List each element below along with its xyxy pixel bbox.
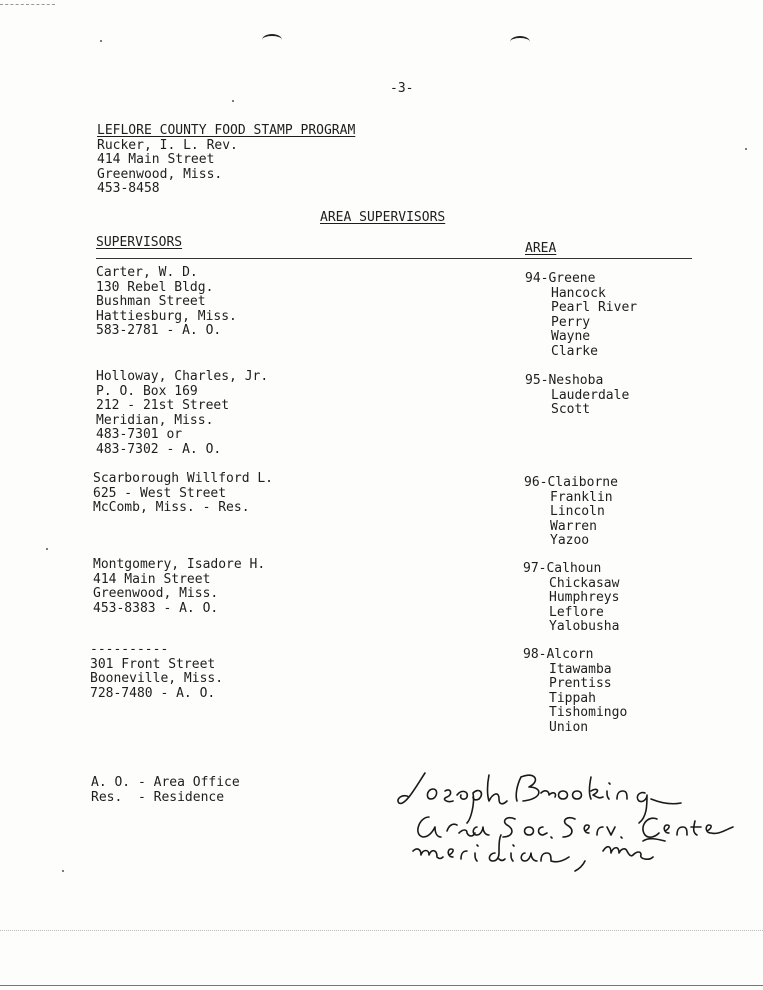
supervisor-line: 728-7480 - A. O. (90, 685, 216, 701)
area-block (524, 476, 618, 549)
county: Tippah (549, 690, 596, 706)
supervisor-line: Holloway, Charles, Jr. (96, 369, 269, 384)
county: Yalobusha (549, 619, 620, 635)
supervisor-line: Meridian, Miss. (96, 412, 214, 428)
county: Lincoln (550, 504, 605, 520)
supervisor-line: ---------- (90, 642, 169, 657)
page-number: -3- (390, 81, 414, 96)
supervisor-line: 414 Main Street (93, 571, 211, 587)
supervisor-entry (93, 558, 265, 616)
supervisor-line: P. O. Box 169 (96, 383, 198, 399)
supervisor-line: Carter, W. D. (96, 265, 198, 280)
area-code: 98-Alcorn (523, 647, 594, 662)
county: Lauderdale (551, 387, 630, 403)
abbreviation-legend (91, 776, 240, 805)
supervisor-line: Greenwood, Miss. (93, 586, 219, 602)
area-code: 95-Neshoba (525, 373, 604, 388)
supervisor-line: 301 Front Street (90, 656, 216, 672)
county: Pearl River (551, 300, 638, 316)
speck (62, 870, 64, 872)
supervisor-line: Montgomery, Isadore H. (93, 557, 266, 572)
county: Wayne (551, 329, 591, 345)
speck (46, 548, 48, 550)
supervisor-entry (93, 472, 273, 516)
program-title: LEFLORE COUNTY FOOD STAMP PROGRAM (97, 123, 356, 138)
heading-line: Rucker, I. L. Rev. (97, 137, 238, 153)
area-block (525, 374, 629, 418)
area-code: 96-Claiborne (524, 475, 618, 490)
county: Union (549, 719, 589, 735)
county: Warren (550, 518, 597, 534)
county: Chickasaw (549, 575, 620, 591)
county: Prentiss (549, 676, 612, 692)
county: Humphreys (549, 590, 620, 606)
county: Leflore (549, 604, 604, 620)
area-supervisors-title: AREA SUPERVISORS (320, 210, 446, 225)
county: Yazoo (550, 533, 590, 549)
county: Clarke (551, 343, 598, 359)
area-column-header: AREA (525, 241, 557, 256)
page-bottom-rule (0, 985, 763, 986)
supervisor-line: Bushman Street (96, 294, 206, 310)
area-block (523, 648, 627, 736)
legend-line: Res. - Residence (91, 789, 225, 805)
supervisor-line: 625 - West Street (93, 485, 227, 501)
supervisor-line: 212 - 21st Street (96, 398, 230, 414)
supervisor-line: 130 Rebel Bldg. (96, 279, 214, 295)
scan-artifact-dots (0, 930, 763, 932)
heading-line: 453-8458 (97, 181, 160, 197)
supervisor-line: 483-7301 or (96, 427, 183, 443)
header-rule (96, 258, 692, 259)
supervisor-line: Hattiesburg, Miss. (96, 308, 237, 324)
heading-line: 414 Main Street (97, 152, 215, 168)
supervisor-entry (96, 266, 237, 339)
punch-hole-mark (262, 34, 282, 46)
area-block (523, 562, 619, 635)
area-code: 97-Calhoun (523, 561, 602, 576)
county: Itawamba (549, 661, 612, 677)
top-dash-mark (0, 4, 55, 5)
supervisor-line: 453-8383 - A. O. (93, 600, 219, 616)
legend-line: A. O. - Area Office (91, 775, 240, 790)
supervisor-line: Booneville, Miss. (90, 671, 224, 687)
program-heading (97, 124, 355, 197)
speck (100, 40, 102, 42)
supervisors-column-header: SUPERVISORS (96, 235, 183, 250)
supervisor-line: Scarborough Willford L. (93, 471, 274, 486)
punch-hole-mark (510, 36, 530, 48)
supervisor-line: McComb, Miss. - Res. (93, 500, 250, 516)
county: Scott (551, 402, 591, 418)
handwritten-signature (395, 755, 740, 885)
supervisor-entry (96, 370, 268, 458)
supervisor-entry (90, 643, 223, 701)
area-block (525, 272, 637, 360)
area-code: 94-Greene (525, 271, 596, 286)
speck (745, 148, 747, 150)
heading-line: Greenwood, Miss. (97, 166, 223, 182)
county: Perry (551, 314, 591, 330)
supervisor-line: 483-7302 - A. O. (96, 441, 222, 457)
supervisor-line: 583-2781 - A. O. (96, 323, 222, 339)
county: Tishomingo (549, 705, 628, 721)
county: Hancock (551, 285, 606, 301)
speck (232, 100, 234, 102)
county: Franklin (550, 489, 613, 505)
